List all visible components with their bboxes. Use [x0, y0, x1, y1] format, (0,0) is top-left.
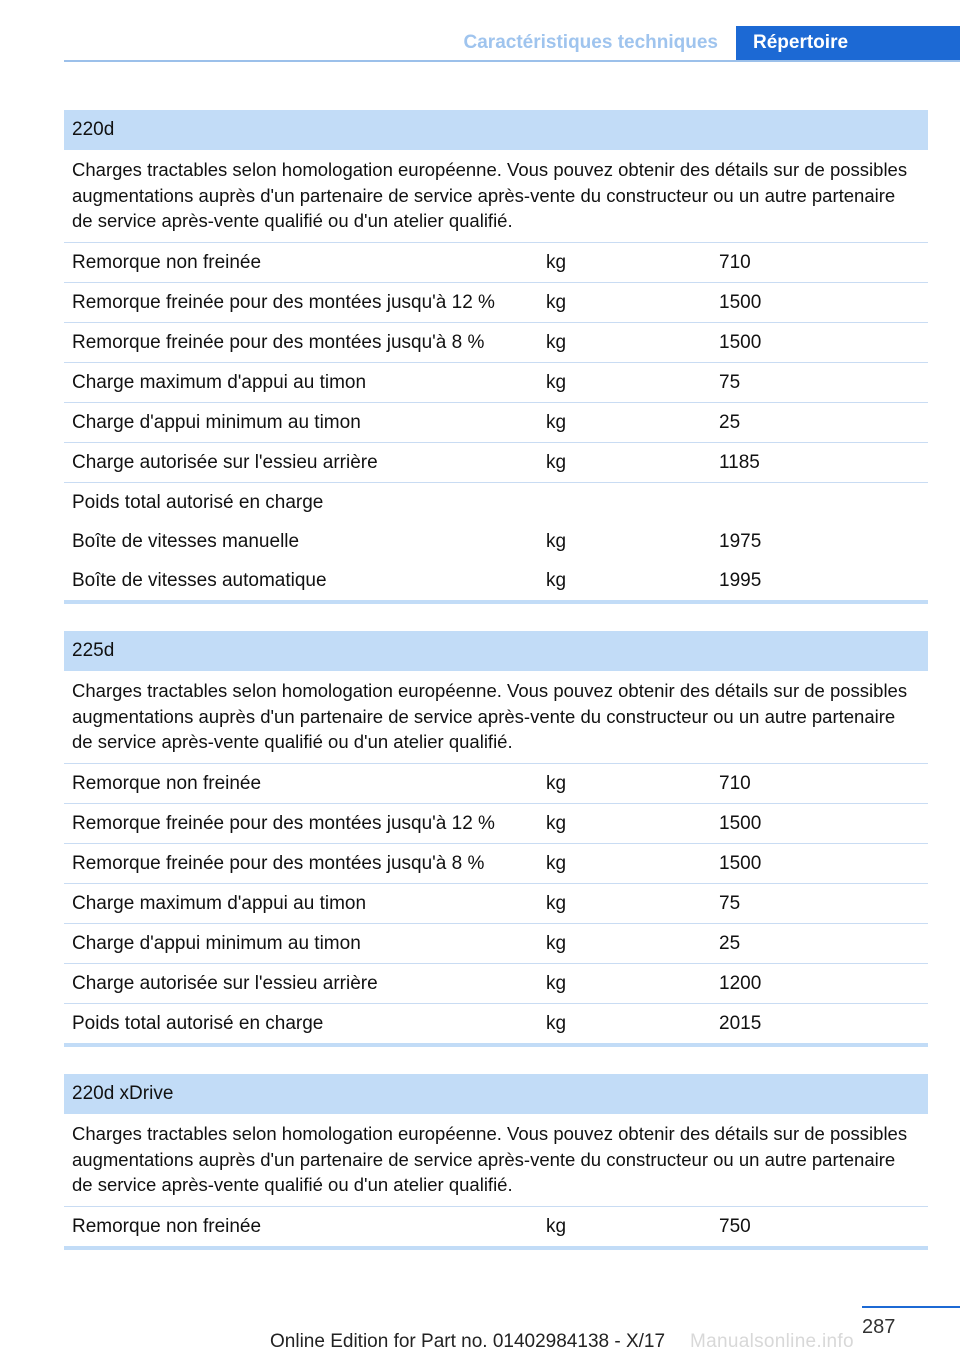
row-value: 1500	[719, 331, 762, 353]
table-row	[64, 403, 928, 443]
row-unit: kg	[546, 1215, 567, 1237]
row-value: 1500	[719, 291, 762, 313]
table-row	[64, 764, 928, 804]
row-label: Charge d'appui minimum au timon	[72, 932, 361, 954]
row-label: Remorque freinée pour des montées jusqu'à 8 %	[72, 331, 485, 353]
table-description: Charges tractables selon homologation européenne. Vous pouvez obtenir des détails sur de possibles augmentations auprès d'un partenaire de service après-vente du constructeur ou un autre partenaire de service après-vente qualifié ou d'un atelier qualifié.	[64, 1114, 928, 1207]
row-value: 25	[719, 932, 741, 954]
row-value: 710	[719, 772, 751, 794]
row-label: Charge maximum d'appui au timon	[72, 892, 367, 914]
row-unit: kg	[546, 411, 567, 433]
row-unit: kg	[546, 251, 567, 273]
page-number: 287	[862, 1316, 896, 1338]
row-value: 1995	[719, 569, 762, 591]
row-label: Remorque non freinée	[72, 251, 262, 273]
section-title: Caractéristiques techniques	[463, 32, 718, 53]
row-value: 75	[719, 892, 741, 914]
row-value: 1500	[719, 852, 762, 874]
row-label: Poids total autorisé en charge	[72, 491, 324, 513]
row-label: Charge autorisée sur l'essieu arrière	[72, 451, 378, 473]
row-label: Poids total autorisé en charge	[72, 1012, 324, 1034]
table-row	[64, 443, 928, 483]
table-row	[64, 1207, 928, 1246]
row-value: 75	[719, 371, 741, 393]
table-row	[64, 483, 928, 522]
edition-text: Online Edition for Part no. 01402984138 - X/17	[270, 1331, 666, 1352]
row-label: Charge d'appui minimum au timon	[72, 411, 361, 433]
row-label: Remorque freinée pour des montées jusqu'à 12 %	[72, 812, 495, 834]
row-value: 1500	[719, 812, 762, 834]
row-unit: kg	[546, 892, 567, 914]
row-label: Remorque non freinée	[72, 772, 262, 794]
table-row	[64, 522, 928, 561]
row-value: 1975	[719, 530, 762, 552]
row-unit: kg	[546, 371, 567, 393]
header-divider	[64, 60, 960, 62]
row-value: 25	[719, 411, 741, 433]
row-label: Boîte de vitesses manuelle	[72, 530, 300, 552]
table-row	[64, 844, 928, 884]
row-unit: kg	[546, 451, 567, 473]
row-unit: kg	[546, 932, 567, 954]
row-unit: kg	[546, 331, 567, 353]
row-value: 1185	[719, 451, 760, 473]
table-row	[64, 1004, 928, 1043]
table-title: 220d	[64, 110, 928, 150]
footer-divider	[862, 1306, 960, 1308]
row-value: 1200	[719, 972, 762, 994]
row-label: Boîte de vitesses automatique	[72, 569, 327, 591]
table-row	[64, 964, 928, 1004]
table-row	[64, 804, 928, 844]
spec-table-220d	[64, 110, 928, 604]
row-label: Charge maximum d'appui au timon	[72, 371, 367, 393]
row-unit: kg	[546, 530, 567, 552]
table-title: 220d xDrive	[64, 1074, 928, 1114]
spec-table-220d-xdrive	[64, 1074, 928, 1250]
row-value: 750	[719, 1215, 751, 1237]
row-value: 2015	[719, 1012, 762, 1034]
table-row	[64, 924, 928, 964]
table-row	[64, 283, 928, 323]
row-label: Charge autorisée sur l'essieu arrière	[72, 972, 378, 994]
row-unit: kg	[546, 772, 567, 794]
row-label: Remorque non freinée	[72, 1215, 262, 1237]
table-row	[64, 561, 928, 600]
row-unit: kg	[546, 1012, 567, 1034]
tab-repertoire[interactable]: Répertoire	[736, 26, 960, 62]
row-unit: kg	[546, 972, 567, 994]
row-value: 710	[719, 251, 751, 273]
row-unit: kg	[546, 291, 567, 313]
row-unit: kg	[546, 852, 567, 874]
row-unit: kg	[546, 569, 567, 591]
table-description: Charges tractables selon homologation européenne. Vous pouvez obtenir des détails sur de possibles augmentations auprès d'un partenaire de service après-vente du constructeur ou un autre partenaire de service après-vente qualifié ou d'un atelier qualifié.	[64, 671, 928, 764]
table-row	[64, 363, 928, 403]
watermark: Manualsonline.info	[690, 1331, 854, 1352]
table-row	[64, 323, 928, 363]
table-description: Charges tractables selon homologation européenne. Vous pouvez obtenir des détails sur de possibles augmentations auprès d'un partenaire de service après-vente du constructeur ou un autre partenaire de service après-vente qualifié ou d'un atelier qualifié.	[64, 150, 928, 243]
row-label: Remorque freinée pour des montées jusqu'à 8 %	[72, 852, 485, 874]
table-title: 225d	[64, 631, 928, 671]
table-row	[64, 243, 928, 283]
table-row	[64, 884, 928, 924]
row-unit: kg	[546, 812, 567, 834]
row-label: Remorque freinée pour des montées jusqu'à 12 %	[72, 291, 495, 313]
spec-table-225d	[64, 631, 928, 1047]
